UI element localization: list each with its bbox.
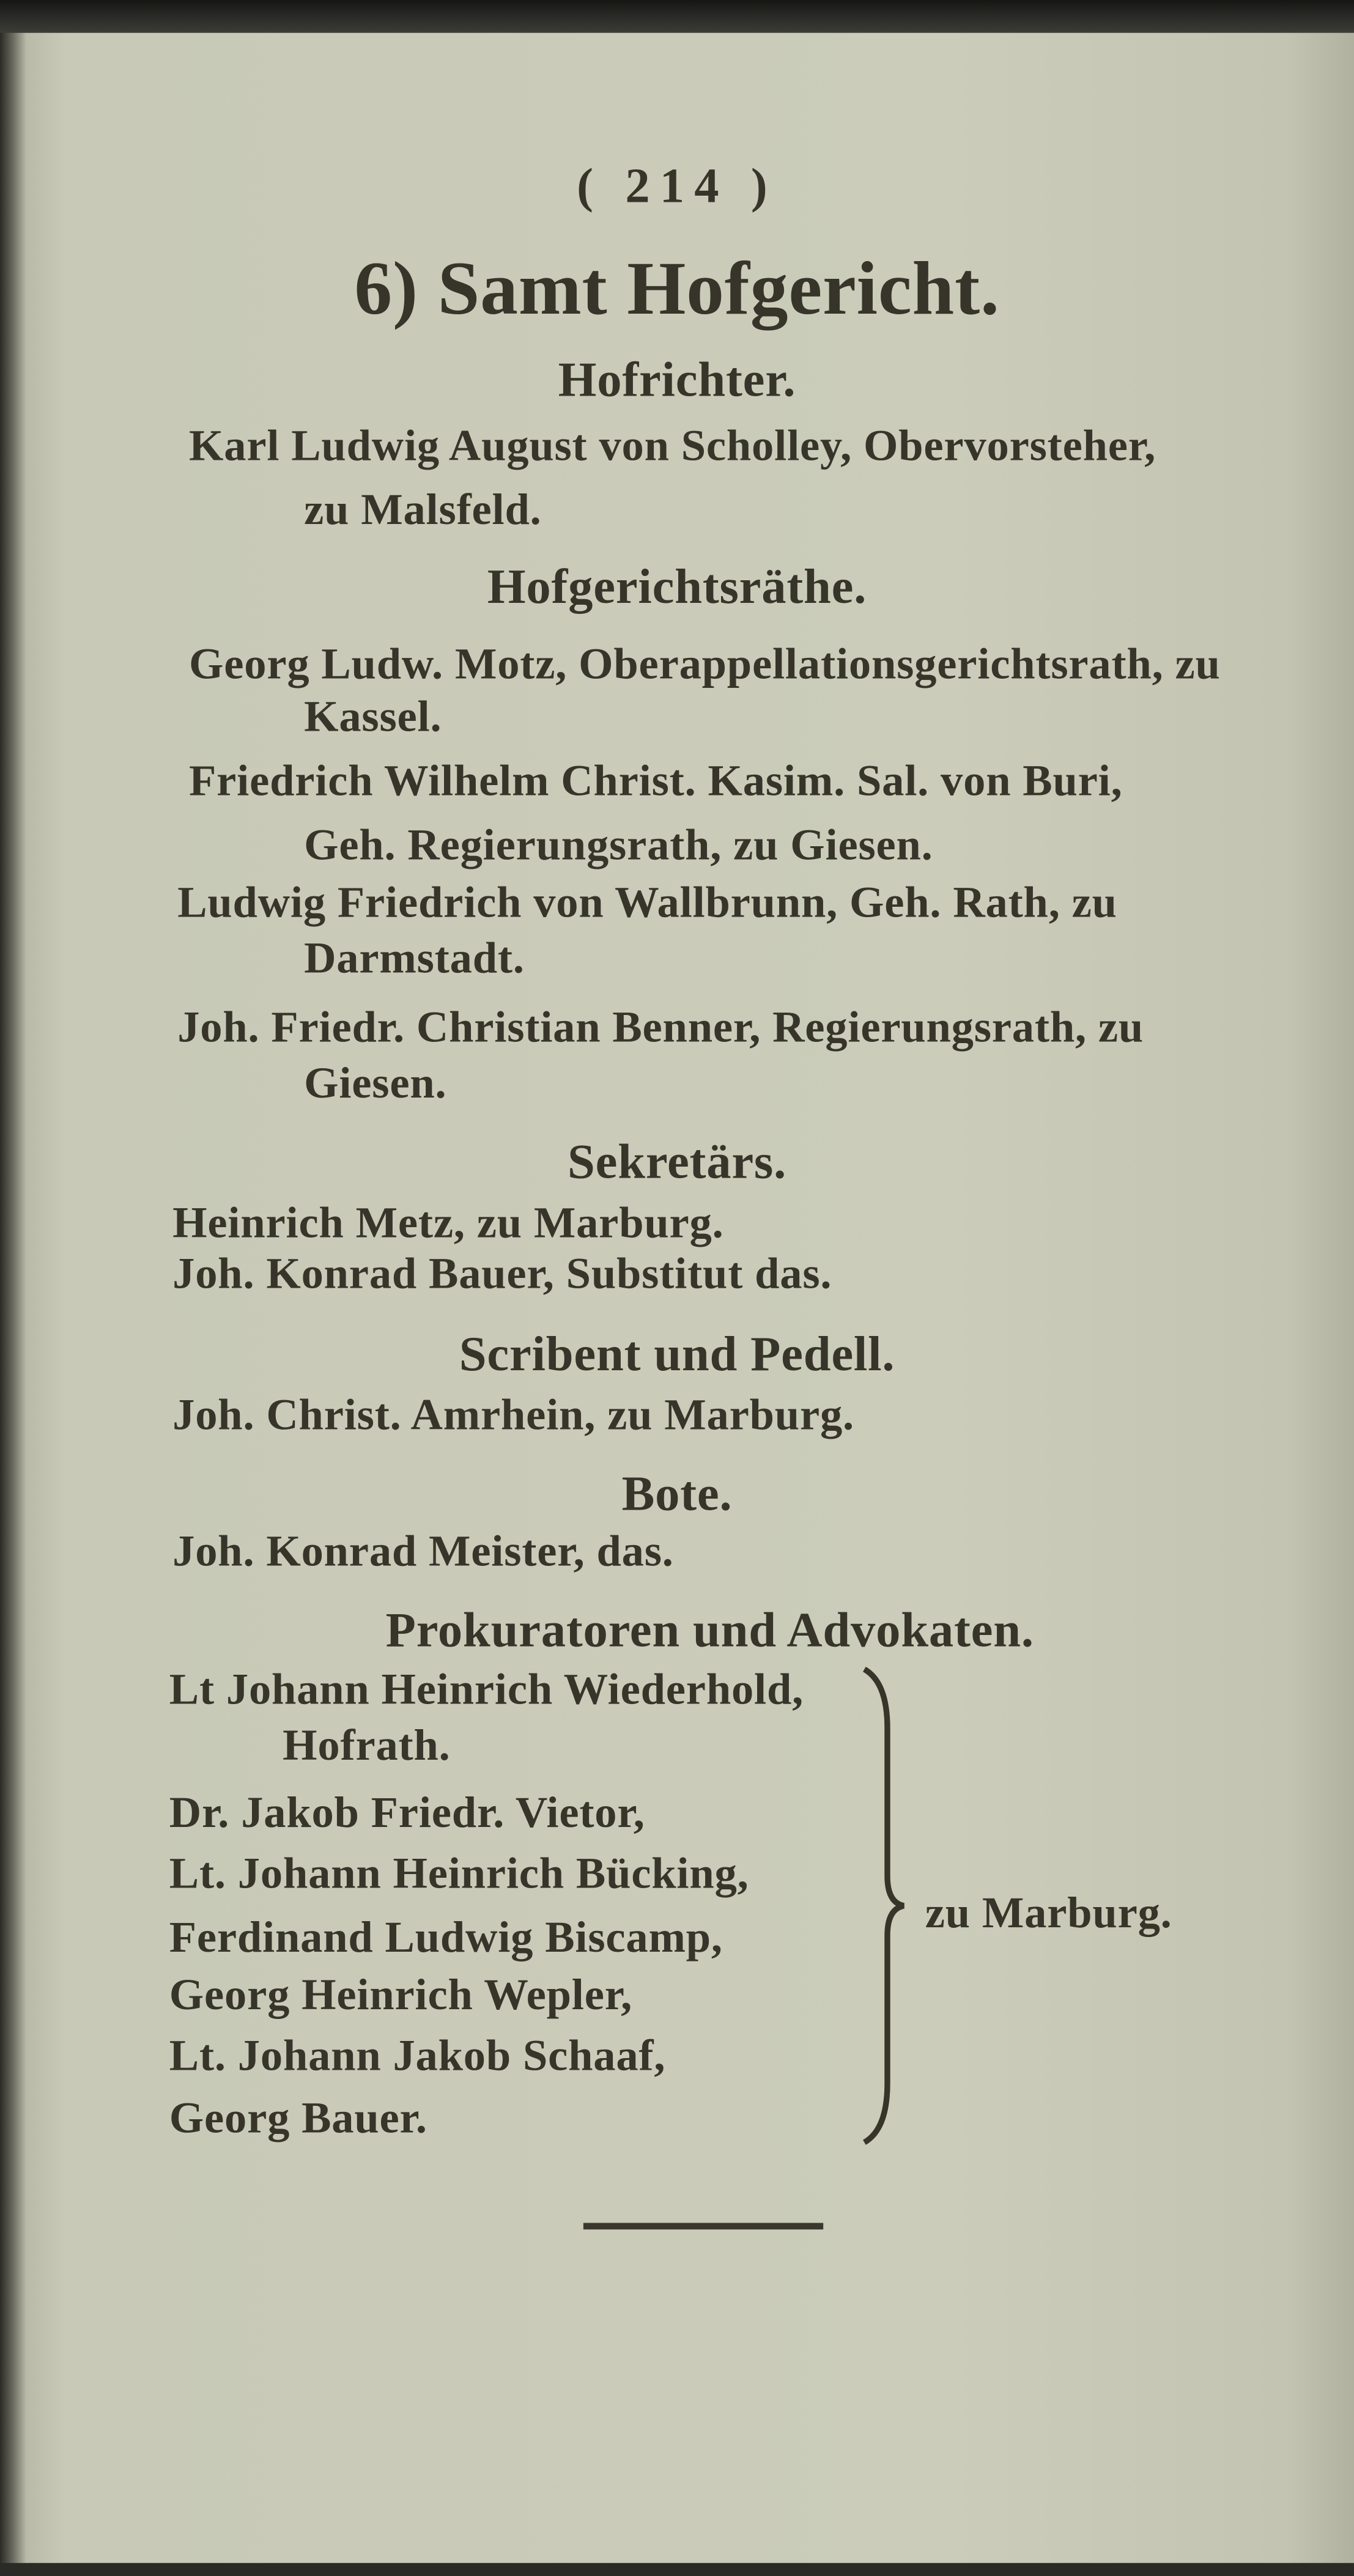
entry-line: Ludwig Friedrich von Wallbrunn, Geh. Rath, zu bbox=[177, 877, 1117, 927]
entry-line: Kassel. bbox=[304, 692, 442, 741]
page-number: ( 214 ) bbox=[577, 159, 777, 214]
entry-line: Darmstadt. bbox=[304, 933, 525, 983]
entry-line: Georg Heinrich Wepler, bbox=[169, 1969, 633, 2020]
curly-brace bbox=[858, 1663, 908, 2149]
section-heading-sekretaers: Sekretärs. bbox=[567, 1135, 787, 1190]
entry-line: Heinrich Metz, zu Marburg. bbox=[172, 1197, 724, 1247]
entry-line: Joh. Konrad Bauer, Substitut das. bbox=[172, 1249, 832, 1298]
entry-line: Ferdinand Ludwig Biscamp, bbox=[169, 1912, 723, 1962]
section-heading-scribent: Scribent und Pedell. bbox=[459, 1327, 895, 1382]
page-title: 6) Samt Hofgericht. bbox=[354, 246, 1000, 331]
entry-line: Giesen. bbox=[304, 1058, 447, 1108]
entry-line: Hofrath. bbox=[283, 1720, 451, 1770]
scan-border-bottom bbox=[0, 2563, 1354, 2576]
entry-line: Karl Ludwig August von Scholley, Obervorsteher, bbox=[189, 420, 1156, 470]
entry-line: Lt. Johann Heinrich Bücking, bbox=[169, 1848, 749, 1898]
entry-line: Joh. Konrad Meister, das. bbox=[172, 1526, 674, 1576]
end-rule-divider bbox=[583, 2223, 823, 2230]
entry-line: Friedrich Wilhelm Christ. Kasim. Sal. von Buri, bbox=[189, 756, 1123, 805]
entry-line: Dr. Jakob Friedr. Vietor, bbox=[169, 1787, 645, 1837]
entry-line: Geh. Regierungsrath, zu Giesen. bbox=[304, 819, 933, 869]
entry-line: zu Malsfeld. bbox=[304, 484, 542, 534]
section-heading-hofrichter: Hofrichter. bbox=[558, 353, 796, 408]
entry-line: Joh. Christ. Amrhein, zu Marburg. bbox=[172, 1390, 854, 1439]
group-location: zu Marburg. bbox=[925, 1888, 1172, 1937]
scan-border-top bbox=[0, 0, 1354, 33]
entry-line: Georg Bauer. bbox=[169, 2093, 427, 2142]
entry-line: Georg Ludw. Motz, Oberappellationsgerichtsrath, zu bbox=[189, 639, 1221, 688]
entry-line: Lt Johann Heinrich Wiederhold, bbox=[169, 1664, 804, 1714]
entry-line: Lt. Johann Jakob Schaaf, bbox=[169, 2031, 666, 2080]
section-heading-hofgerichtsraethe: Hofgerichtsräthe. bbox=[487, 560, 867, 614]
entry-line: Joh. Friedr. Christian Benner, Regierungsrath, zu bbox=[177, 1002, 1144, 1052]
section-heading-prokuratoren: Prokuratoren und Advokaten. bbox=[385, 1603, 1034, 1658]
section-heading-bote: Bote. bbox=[621, 1467, 733, 1522]
